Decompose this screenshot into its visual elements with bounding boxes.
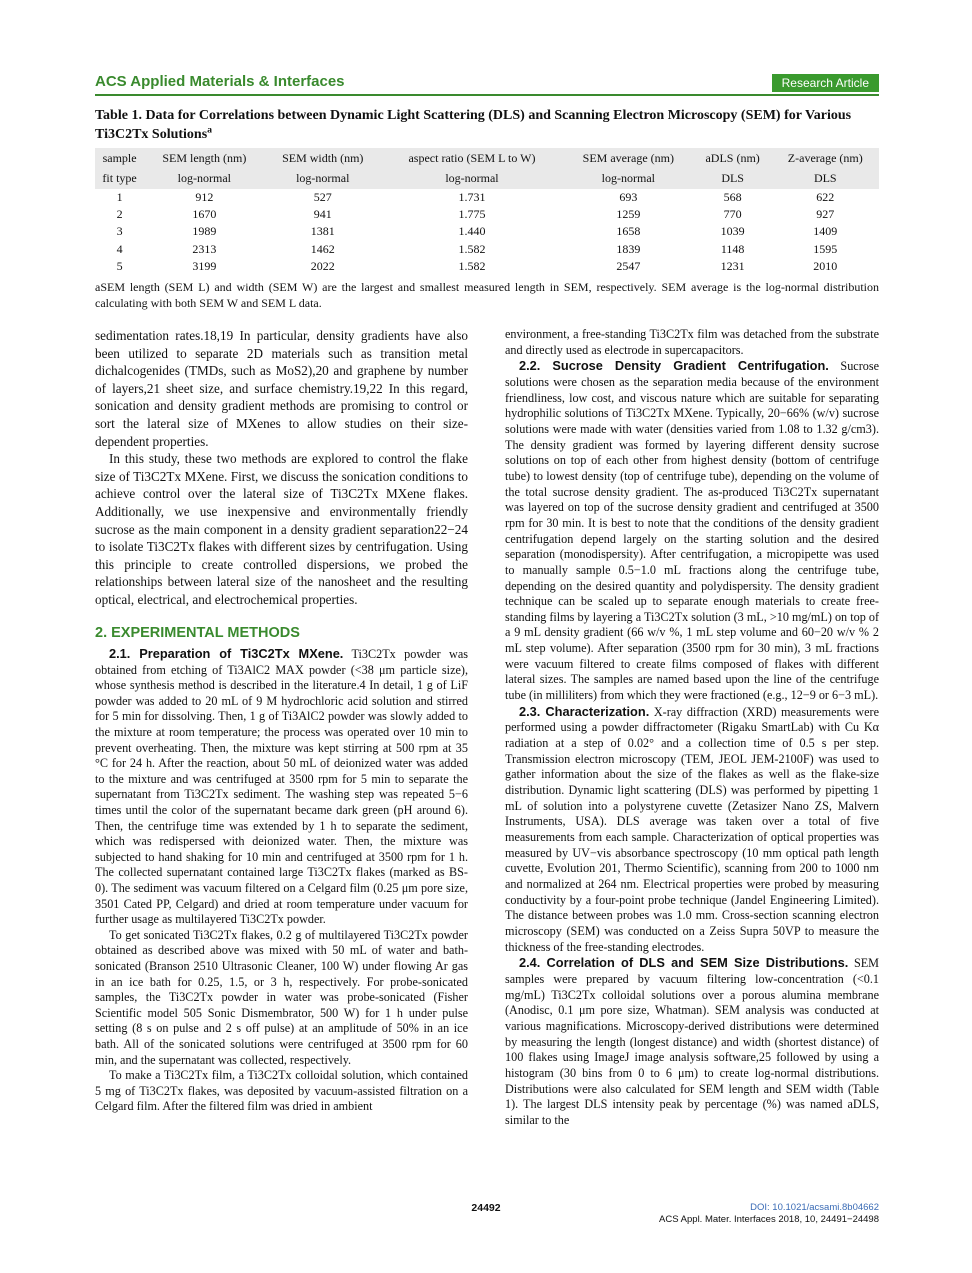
header-cell: log-normal: [381, 169, 563, 190]
header-cell: aDLS (nm): [694, 148, 772, 169]
paragraph: sedimentation rates.18,19 In particular, density gradients have also been utilized to separate 2D materials such as transition metal dichalcogenides (TMDs, such as MoS2),20 and graphene by number of layers,21 sheet size, and surface chemistry.19,22 In this regard, sonication and density gradient methods are promising to control or sort the lateral size of MXenes to allow studies on their size-dependent properties.: [95, 328, 468, 449]
paragraph: To make a Ti3C2Tx film, a Ti3C2Tx colloidal solution, which contained 5 mg of Ti3C2Tx flakes, was deposited by vacuum-assisted filtration on a Celgard film. After the filtered film was dried in ambient: [95, 1068, 468, 1114]
table-footnote: aSEM length (SEM L) and width (SEM W) are the largest and smallest measured length in SEM, respectively. SEM average is the log-normal distribution calculating with both SEM W and SEM L data.: [95, 280, 879, 310]
header-cell: Z-average (nm): [772, 148, 879, 169]
subsection-paragraph: 2.3. Characterization. X-ray diffraction (XRD) measurements were performed using a powder diffractometer (Rigaku SmartLab) with Cu Kα radiation at a step of 0.02° and a collection time of 0.5 s per step. Transmission electron microscopy (TEM, JEOL JEM-2100F) was used to gather information about the size of the flakes as well as the flake-size distribution. Dynamic light scattering (DLS) was performed by pipetting 1 mL of solution into a polystyrene cuvette (Zetasizer Nano ZS, Malvern Instruments, USA). DLS average was taken over a total of five measurements from each sample. Characterization of optical properties was measured by UV−vis absorbance spectroscopy (10 mm optical path length cuvette, Evolution 201, Thermo Scientific), scanning from 200 to 1000 nm and normalized at 264 nm. Electrical properties were probed by measuring conductivity by a four-point probe technique (Jandel Engineering Limited). The distance between probes was 1.0 mm. Cross-section scanning electron microscopy (SEM) was conducted on a Zeiss Supra 50VP to measure the thickness of the free-standing electrodes.: [505, 703, 879, 954]
header-cell: DLS: [694, 169, 772, 190]
header-divider: [95, 94, 879, 96]
table-caption: Table 1. Data for Correlations between Dynamic Light Scattering (DLS) and Scanning Electron Microscopy (SEM) for Various Ti3C2Tx Solutions$^a$: [95, 108, 852, 142]
page-number: 24492: [471, 1202, 501, 1214]
paragraph: In this study, these two methods are explored to control the flake size of Ti3C2Tx MXene. First, we discuss the sonication conditions to achieve control over the lateral size of Ti3C2Tx MXene flakes. Additionally, we use inexpensive and environmentally friendly sucrose as the main component in a density gradient separation22−24 to isolate Ti3C2Tx flakes with different sizes by centrifugation. Using this principle to create controlled dispersions, we probed the relationships between lateral size of the nanosheet and the resulting optical, electrical, and electrochemical properties.: [95, 451, 468, 607]
table-row: 3 1989 1381 1.440 1658 1039 1409: [116, 224, 838, 239]
section-heading: 2. EXPERIMENTAL METHODS: [95, 624, 300, 641]
header-cell: fit type: [95, 169, 144, 190]
table-row: 2 1670 941 1.775 1259 770 927: [116, 207, 835, 222]
header-cell: sample: [95, 148, 144, 169]
header-cell: log-normal: [563, 169, 694, 190]
header-cell: SEM average (nm): [563, 148, 694, 169]
table-row: 4 2313 1462 1.582 1839 1148 1595: [116, 241, 838, 256]
subsection-title: 2.4. Correlation of DLS and SEM Size Distributions.: [519, 955, 849, 971]
subsection-paragraph: 2.4. Correlation of DLS and SEM Size Distributions. SEM samples were prepared by vacuum filtering low-concentration (<0.1 mg/mL) Ti3C2Tx colloidal solutions over a porous alumina membrane (Anodisc, 0.1 μm pore size, Whatman). SEM analysis was conducted at various magnifications. Microscopy-derived distributions were determined by measuring the length (longest distance) and width (shortest distance) of 100 flakes using ImageJ image analysis software,25 followed by using a histogram (30 bins from 0 to 6 μm) to create log-normal distributions. Distributions were also calculated for SEM length and SEM width (Table 1). The largest DLS intensity peak by percentage (%) was named aDLS, similar to the: [505, 955, 880, 1127]
header-cell: SEM length (nm): [144, 148, 264, 169]
subsection-title: 2.3. Characterization.: [519, 703, 650, 719]
header-cell: DLS: [772, 169, 879, 190]
table-header-row: [95, 148, 879, 169]
header-cell: log-normal: [144, 169, 264, 190]
page-header: [95, 73, 879, 93]
header-cell: aspect ratio (SEM L to W): [381, 148, 563, 169]
article-type-badge: Research Article: [772, 74, 879, 92]
journal-citation: ACS Appl. Mater. Interfaces 2018, 10, 24491−24498: [659, 1214, 879, 1225]
table-fit-type-row: [95, 169, 879, 190]
header-cell: log-normal: [265, 169, 382, 190]
citation-footer: [659, 1202, 879, 1226]
header-cell: SEM width (nm): [265, 148, 382, 169]
table-row: 5 3199 2022 1.582 2547 1231 2010: [116, 258, 838, 273]
subsection-paragraph: 2.1. Preparation of Ti3C2Tx MXene. Ti3C2Tx powder was obtained from etching of Ti3AlC2 MAX powder (<38 μm particle size), whose synthesis method is described in the literature.4 In detail, 1 g of LiF powder was added to 20 mL of 9 M hydrochloric acid solution and stirred for 5 min for dissolving. Then, 1 g of Ti3AlC2 powder was slowly added to the mixture at room temperature; the process was operated over 10 min to prevent overheating. Then, the mixture was kept stirring at 500 rpm at 35 °C for 24 h. After the reaction, about 50 mL of deionized water was added to the mixture and was centrifuged at 3500 rpm for 5 min to separate the supernatant from Ti3C2Tx sediment. The washing step was repeated 5−6 times until the color of the supernatant became dark green (pH around 6). Then, the centrifuge time was extended by 1 h to separate the sediment, which was redispersed with deionized water. Then, the mixture was subjected to hand shaking for 10 min and centrifuged at 3500 rpm for 1 h. The collected supernatant contained large Ti3C2Tx flakes (marked as BS-0). The sediment was vacuum filtered on a Celgard film (0.25 μm pore size, 3501 Cated PP, Celgard) and dried at room temperature under vacuum for further usage as multilayered Ti3C2Tx powder.: [95, 646, 468, 927]
subsection-title: 2.1. Preparation of Ti3C2Tx MXene.: [109, 646, 344, 662]
subsection-title: 2.2. Sucrose Density Gradient Centrifugation.: [519, 358, 829, 374]
paragraph: To get sonicated Ti3C2Tx flakes, 0.2 g of multilayered Ti3C2Tx powder obtained as described above was mixed with 50 mL of water and bath-sonicated (Branson 2510 Ultrasonic Cleaner, 100 W) under flowing Ar gas in an ice bath for 0.25, 1.5, or 3 h, respectively. For probe-sonicated samples, the Ti3C2Tx powder in water was probe-sonicated (Fisher Scientific model 505 Sonic Dismembrator, 500 W) for 1 h under pulse setting (8 s on pulse and 2 s off pulse) at an amplitude of 50% in an ice bath. All of the sonicated solutions were centrifuged at 3500 rpm for 60 min, and the supernatant was collected, respectively.: [95, 927, 468, 1067]
subsection-paragraph: 2.2. Sucrose Density Gradient Centrifugation. Sucrose solutions were chosen as the separation media because of the environment friendliness, low cost, and viscous nature which are suitable for separating hydrophilic solutions of Ti3C2Tx MXene. Typically, 20−66% (w/v) sucrose solutions were made with water (densities varied from 1.08 to 1.32 g/cm3). The density gradient was formed by layering different density sucrose solutions on top of each other from highest density (bottom of centrifuge tube) to lowest density (top of centrifuge tube), depending on the volume of the total sucrose density gradient. The as-produced Ti3C2Tx supernatant was layered on top of the sucrose density gradient and centrifuged at 3500 rpm for 30 min. It is best to note that the conditions of the density gradient centrifugation depend largely on the starting solution and the desired separation (monodispersity). After centrifugation, a micropipette was used to manually sample 0.5−1.0 mL fractions along the centrifuge tube, depending on the desired quantity and polydispersity. The density gradient technique can be scaled up to separate enough materials to create free-standing films by layering a Ti3C2Tx solution (3 mL, >10 mg/mL) on top of a 9 mL density gradient (66 w/v %, 1 mL step volume and 60−20 w/v % 2 mL step volume). After separation (3500 rpm for 30 min), 3 mL fractions were vacuum filtered to create films composed of flakes with different lateral sizes. The samples are named based upon the line of the centrifuge tube (in milliliters) from which they were fractioned (e.g., 12−9 or 6−3 mL).: [505, 358, 880, 703]
data-table: [95, 148, 879, 275]
left-column: [95, 327, 468, 1115]
table-row: 1 912 527 1.731 693 568 622: [116, 190, 835, 205]
doi-link[interactable]: DOI: 10.1021/acsami.8b04662: [750, 1202, 879, 1213]
right-column: [505, 327, 879, 1128]
paragraph: environment, a free-standing Ti3C2Tx film was detached from the substrate and directly used as electrode in supercapacitors.: [505, 327, 879, 357]
journal-title: ACS Applied Materials & Interfaces: [95, 73, 345, 90]
